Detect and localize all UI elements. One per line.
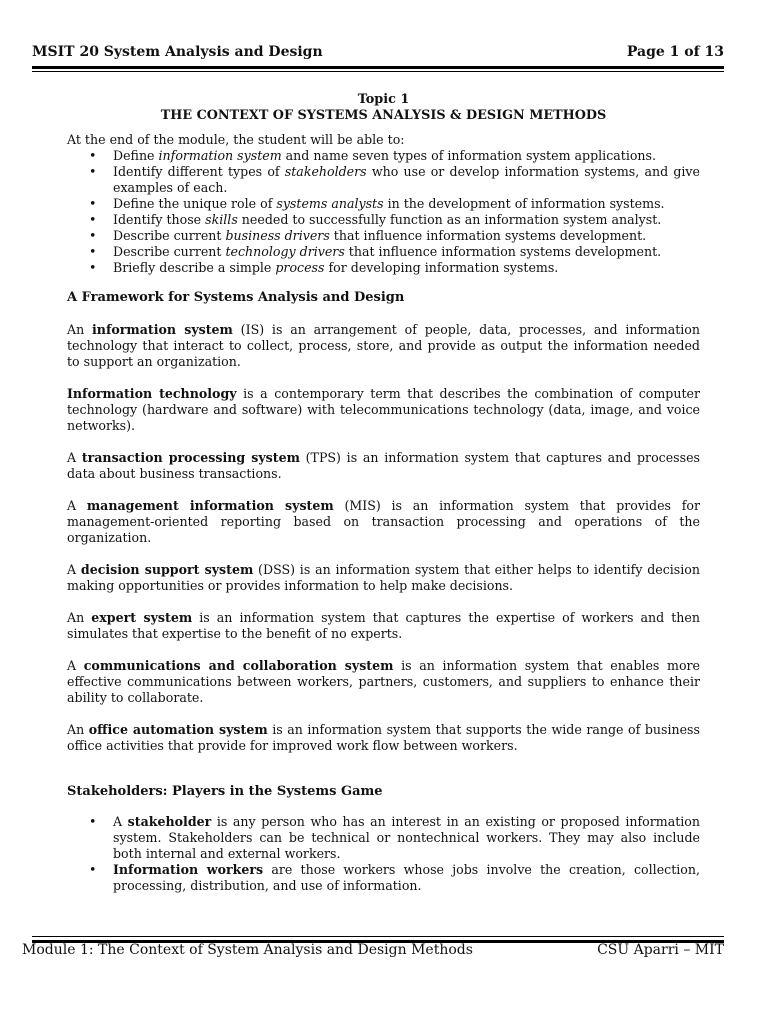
stakeholder-item: • A stakeholder is any person who has an interest in an existing or proposed information system. Stakeholders can be technical or nontechnical workers. They may also include both internal and external workers.: [113, 814, 700, 862]
page-number: Page 1 of 13: [626, 44, 724, 60]
objective-item: • Define the unique role of systems analysts in the development of information systems.: [113, 196, 700, 212]
objectives-list: [67, 148, 700, 276]
page-title: THE CONTEXT OF SYSTEMS ANALYSIS & DESIGN METHODS: [160, 108, 607, 123]
definition-paragraph: A decision support system (DSS) is an information system that either helps to identify decision making opportunities or provides information to help make decisions.: [67, 562, 700, 593]
definition-paragraph: A communications and collaboration system is an information system that enables more effective communications between workers, partners, customers, and suppliers to enhance their ability to collaborate.: [67, 658, 701, 705]
definition-paragraph: Information technology is a contemporary term that describes the combination of computer technology (hardware and software) with telecommunications technology (data, image, and voice networks).: [67, 386, 700, 433]
school-name: CSU Aparri – MIT: [597, 942, 724, 958]
page-header: [32, 44, 724, 60]
topic-label: Topic 1: [357, 92, 410, 107]
stakeholders-list: [67, 814, 700, 894]
definition-paragraph: A transaction processing system (TPS) is an information system that captures and processes data about business transactions.: [67, 450, 701, 481]
definition-paragraph: An information system (IS) is an arrangement of people, data, processes, and information technology that interact to collect, process, store, and provide as output the information needed to support an organization.: [67, 322, 700, 369]
definition-paragraph: An office automation system is an information system that supports the wide range of business office activities that provide for improved work flow between workers.: [67, 722, 700, 753]
objective-item: • Describe current business drivers that influence information systems development.: [113, 228, 700, 244]
objective-item: • Briefly describe a simple process for developing information systems.: [113, 260, 700, 276]
framework-heading: A Framework for Systems Analysis and Design: [67, 290, 405, 305]
stakeholder-item: • Information workers are those workers whose jobs involve the creation, collection, processing, distribution, and use of information.: [113, 862, 700, 894]
objective-item: • Identify different types of stakeholders who use or develop information systems, and give examples of each.: [113, 164, 700, 196]
page-footer: [22, 942, 724, 958]
definition-paragraph: An expert system is an information system that captures the expertise of workers and then simulates that expertise to the benefit of no experts.: [67, 610, 700, 641]
objective-item: • Define information system and name seven types of information system applications.: [113, 148, 700, 164]
objective-item: • Describe current technology drivers that influence information systems development.: [113, 244, 700, 260]
header-rule-thick: [32, 66, 724, 69]
stakeholders-heading: Stakeholders: Players in the Systems Game: [67, 784, 383, 799]
objective-item: • Identify those skills needed to successfully function as an information system analyst.: [113, 212, 700, 228]
page-content: [67, 92, 700, 894]
definition-paragraph: A management information system (MIS) is an information system that provides for management-oriented reporting based on transaction processing and operations of the organization.: [67, 498, 700, 545]
course-title: MSIT 20 System Analysis and Design: [32, 44, 323, 60]
module-title: Module 1: The Context of System Analysis and Design Methods: [22, 942, 473, 958]
header-rule-thin: [32, 71, 724, 72]
objectives-intro: At the end of the module, the student will be able to:: [67, 132, 405, 147]
footer-rule-thin: [32, 936, 724, 937]
